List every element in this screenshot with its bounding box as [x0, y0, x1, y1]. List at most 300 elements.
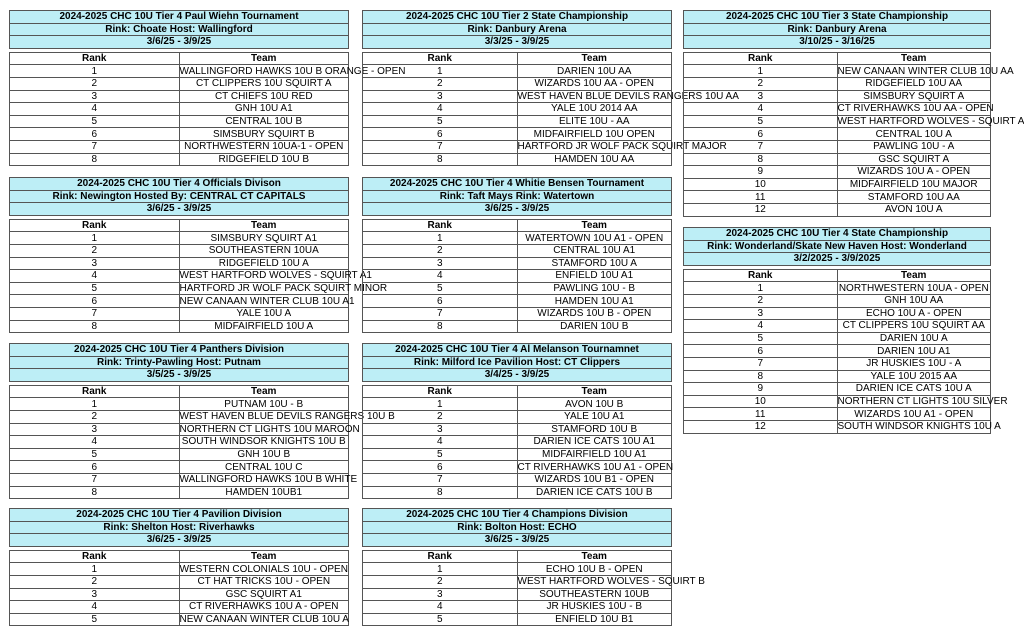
table-row	[363, 65, 672, 78]
table-row	[363, 436, 672, 449]
team-cell: JR HUSKIES 10U - B	[517, 601, 672, 614]
rank-cell: 2	[363, 244, 518, 257]
table-row	[10, 307, 349, 320]
rank-cell: 2	[10, 575, 180, 588]
rank-cell: 5	[10, 613, 180, 626]
table-row	[10, 77, 349, 90]
team-cell: HARTFORD JR WOLF PACK SQUIRT MINOR	[179, 283, 388, 295]
team-column-header: Team	[517, 550, 672, 563]
tournament-rink: Rink: Shelton Host: Riverhawks	[10, 521, 349, 534]
tournament-title: 2024-2025 CHC 10U Tier 4 State Championship	[684, 228, 991, 241]
rank-column-header: Rank	[363, 385, 518, 398]
table-row	[10, 295, 349, 308]
rank-cell: 4	[10, 601, 180, 614]
team-cell: MIDFAIRFIELD 10U OPEN	[517, 128, 672, 141]
table-row	[10, 601, 349, 614]
table-row	[10, 575, 349, 588]
table-row	[684, 408, 991, 421]
rank-cell: 7	[363, 307, 518, 320]
tournament-title: 2024-2025 CHC 10U Tier 4 Officials Divison	[10, 178, 349, 191]
rank-cell: 2	[363, 77, 518, 90]
table-row	[10, 410, 349, 423]
tournament-table	[362, 177, 672, 333]
rank-cell: 6	[363, 461, 518, 474]
rank-cell: 2	[10, 244, 180, 257]
tournament-rink: Rink: Bolton Host: ECHO	[363, 521, 672, 534]
table-row	[684, 128, 991, 141]
rank-cell: 2	[10, 410, 180, 423]
team-cell: WEST HARTFORD WOLVES - SQUIRT A1	[179, 270, 372, 282]
table-row	[10, 436, 349, 449]
tournament-dates: 3/10/25 - 3/16/25	[684, 36, 991, 49]
rank-cell: 3	[363, 257, 518, 270]
team-column-header: Team	[179, 52, 349, 65]
tournament-dates: 3/6/25 - 3/9/25	[363, 203, 672, 216]
table-row	[363, 613, 672, 626]
table-row	[10, 232, 349, 245]
team-cell: CENTRAL 10U B	[179, 115, 349, 128]
tournament-dates: 3/6/25 - 3/9/25	[10, 36, 349, 49]
team-cell: SIMSBURY SQUIRT B	[179, 128, 349, 141]
tournament-table	[683, 227, 1008, 434]
rank-cell: 3	[10, 588, 180, 601]
tournament-title: 2024-2025 CHC 10U Tier 4 Paul Wiehn Tournament	[10, 11, 349, 24]
team-column-header: Team	[179, 219, 349, 232]
rank-cell: 2	[10, 77, 180, 90]
rank-cell: 6	[363, 128, 518, 141]
table-row	[10, 588, 349, 601]
table-row	[684, 294, 991, 307]
team-cell: YALE 10U A	[179, 307, 349, 320]
tournament-rink: Rink: Danbury Arena	[363, 23, 672, 36]
tournament-title: 2024-2025 CHC 10U Tier 4 Champions Division	[363, 509, 672, 522]
tournament-rink: Rink: Taft Mays Rink: Watertown	[363, 190, 672, 203]
rank-cell: 12	[684, 420, 838, 433]
table-row	[684, 345, 991, 358]
table-row	[684, 65, 991, 78]
rank-cell: 1	[684, 65, 838, 78]
rank-cell: 5	[363, 613, 518, 626]
team-cell: WALLINGFORD HAWKS 10U B WHITE	[179, 474, 358, 486]
team-cell: DARIEN ICE CATS 10U B	[517, 486, 672, 499]
table-row	[363, 153, 672, 166]
rank-cell: 7	[363, 473, 518, 486]
table-row	[10, 282, 349, 295]
team-cell: ELITE 10U - AA	[517, 115, 672, 128]
tournament-table	[362, 343, 672, 499]
table-row	[363, 128, 672, 141]
rank-cell: 5	[363, 448, 518, 461]
team-cell: DARIEN ICE CATS 10U A	[837, 383, 991, 396]
team-column-header: Team	[179, 385, 349, 398]
tournament-rink: Rink: Newington Hosted By: CENTRAL CT CAPITALS	[10, 190, 349, 203]
team-cell: WALLINGFORD HAWKS 10U B ORANGE - OPEN	[179, 65, 406, 77]
tournament-title: 2024-2025 CHC 10U Tier 4 Panthers Division	[10, 344, 349, 357]
rank-cell: 6	[10, 461, 180, 474]
table-row	[10, 473, 349, 486]
team-cell: WIZARDS 10U B - OPEN	[517, 307, 672, 320]
table-row	[684, 90, 991, 103]
team-cell: ECHO 10U A - OPEN	[837, 307, 991, 320]
rank-cell: 5	[684, 115, 838, 128]
team-cell: CT CHIEFS 10U RED	[179, 90, 349, 103]
rank-cell: 1	[684, 282, 838, 295]
table-row	[363, 486, 672, 499]
rank-cell: 5	[10, 115, 180, 128]
team-cell: NORTHWESTERN 10UA-1 - OPEN	[179, 140, 349, 153]
table-row	[10, 423, 349, 436]
rank-cell: 3	[363, 588, 518, 601]
table-row	[684, 140, 991, 153]
table-row	[363, 563, 672, 576]
table-row	[363, 244, 672, 257]
team-cell: WIZARDS 10U A1 - OPEN	[837, 408, 991, 421]
team-cell: MIDFAIRFIELD 10U MAJOR	[837, 178, 991, 191]
table-row	[363, 140, 672, 153]
rank-column-header: Rank	[684, 52, 838, 65]
table-row	[10, 320, 349, 333]
rank-cell: 8	[363, 486, 518, 499]
rank-cell: 2	[684, 294, 838, 307]
team-cell: WIZARDS 10U B1 - OPEN	[517, 473, 672, 486]
rank-cell: 9	[684, 383, 838, 396]
tournament-dates: 3/4/25 - 3/9/25	[363, 369, 672, 382]
table-row	[684, 103, 991, 116]
rank-column-header: Rank	[10, 550, 180, 563]
tournament-dates: 3/5/25 - 3/9/25	[10, 369, 349, 382]
rank-cell: 4	[684, 103, 838, 116]
team-cell: DARIEN 10U B	[517, 320, 672, 333]
team-column-header: Team	[837, 269, 991, 282]
table-row	[684, 282, 991, 295]
rank-cell: 4	[363, 103, 518, 116]
table-row	[10, 613, 349, 626]
table-row	[10, 103, 349, 116]
tournament-table	[362, 508, 705, 626]
team-cell: WEST HARTFORD WOLVES - SQUIRT A	[837, 116, 1024, 128]
rank-cell: 5	[684, 332, 838, 345]
team-cell: GSC SQUIRT A1	[179, 588, 349, 601]
team-cell: STAMFORD 10U AA	[837, 191, 991, 204]
team-cell: WATERTOWN 10U A1 - OPEN	[517, 232, 672, 245]
table-row	[363, 307, 672, 320]
rank-cell: 4	[684, 320, 838, 333]
tournament-title: 2024-2025 CHC 10U Tier 4 Pavilion Division	[10, 509, 349, 522]
team-column-header: Team	[179, 550, 349, 563]
rank-cell: 6	[363, 295, 518, 308]
table-row	[10, 140, 349, 153]
team-cell: DARIEN 10U A	[837, 332, 991, 345]
team-cell: AVON 10U A	[837, 203, 991, 216]
rank-cell: 1	[10, 65, 180, 78]
team-cell: ENFIELD 10U B1	[517, 613, 672, 626]
tournament-dates: 3/6/25 - 3/9/25	[363, 534, 672, 547]
tournament-title: 2024-2025 CHC 10U Tier 2 State Championship	[363, 11, 672, 24]
rank-cell: 2	[363, 575, 518, 588]
team-cell: GNH 10U B	[179, 448, 349, 461]
team-cell: CENTRAL 10U A1	[517, 244, 672, 257]
tournament-dates: 3/6/25 - 3/9/25	[10, 534, 349, 547]
table-row	[684, 395, 991, 408]
table-row	[10, 563, 349, 576]
team-cell: WEST HAVEN BLUE DEVILS RANGERS 10U AA	[517, 90, 739, 102]
rank-cell: 7	[363, 140, 518, 153]
table-row	[10, 486, 349, 499]
table-row	[363, 448, 672, 461]
rank-column-header: Rank	[10, 385, 180, 398]
rank-column-header: Rank	[10, 219, 180, 232]
team-column-header: Team	[517, 385, 672, 398]
rank-cell: 8	[10, 153, 180, 166]
table-row	[684, 307, 991, 320]
table-row	[363, 282, 672, 295]
rank-cell: 9	[684, 166, 838, 179]
table-row	[684, 77, 991, 90]
team-cell: HAMDEN 10U AA	[517, 153, 672, 166]
team-cell: MIDFAIRFIELD 10U A1	[517, 448, 672, 461]
team-cell: DARIEN 10U A1	[837, 345, 991, 358]
tournament-title: 2024-2025 CHC 10U Tier 4 Al Melanson Tournamnet	[363, 344, 672, 357]
team-cell: MIDFAIRFIELD 10U A	[179, 320, 349, 333]
rank-cell: 1	[10, 563, 180, 576]
tournament-title: 2024-2025 CHC 10U Tier 4 Whitie Bensen Tournament	[363, 178, 672, 191]
table-row	[363, 473, 672, 486]
rank-cell: 3	[684, 90, 838, 103]
team-cell: SOUTHEASTERN 10UB	[517, 588, 672, 601]
team-cell: DARIEN 10U AA	[517, 65, 672, 78]
team-cell: GNH 10U A1	[179, 103, 349, 116]
rank-cell: 1	[363, 398, 518, 411]
table-row	[684, 320, 991, 333]
rank-cell: 8	[10, 486, 180, 499]
team-cell: CT RIVERHAWKS 10U AA - OPEN	[837, 103, 994, 115]
team-cell: HAMDEN 10UB1	[179, 486, 349, 499]
rank-cell: 7	[684, 357, 838, 370]
tournament-rink: Rink: Danbury Arena	[684, 23, 991, 36]
team-cell: ECHO 10U B - OPEN	[517, 563, 672, 576]
team-cell: SIMSBURY SQUIRT A	[837, 90, 991, 103]
team-cell: NEW CANAAN WINTER CLUB 10U AA	[837, 65, 1014, 77]
team-cell: YALE 10U 2014 AA	[517, 103, 672, 116]
team-cell: NORTHERN CT LIGHTS 10U SILVER	[837, 396, 1008, 408]
team-cell: PAWLING 10U - B	[517, 282, 672, 295]
tournament-table	[9, 343, 395, 499]
rank-cell: 11	[684, 191, 838, 204]
rank-cell: 4	[363, 601, 518, 614]
team-cell: RIDGEFIELD 10U A	[179, 257, 349, 270]
tournament-table	[683, 10, 1024, 217]
team-cell: CT HAT TRICKS 10U - OPEN	[179, 575, 349, 588]
rank-cell: 6	[10, 128, 180, 141]
team-cell: ENFIELD 10U A1	[517, 270, 672, 283]
table-row	[684, 420, 991, 433]
tournament-table	[9, 177, 388, 333]
team-column-header: Team	[837, 52, 991, 65]
rank-cell: 1	[10, 398, 180, 411]
team-cell: JR HUSKIES 10U - A	[837, 357, 991, 370]
team-cell: DARIEN ICE CATS 10U A1	[517, 436, 672, 449]
rank-cell: 5	[10, 282, 180, 295]
table-row	[684, 332, 991, 345]
rank-cell: 6	[10, 295, 180, 308]
tournament-title: 2024-2025 CHC 10U Tier 3 State Championship	[684, 11, 991, 24]
team-cell: SOUTH WINDSOR KNIGHTS 10U A	[837, 421, 1001, 433]
table-row	[10, 448, 349, 461]
rank-cell: 2	[684, 77, 838, 90]
table-row	[684, 153, 991, 166]
tournament-table	[9, 10, 406, 166]
rank-cell: 8	[10, 320, 180, 333]
team-cell: WESTERN COLONIALS 10U - OPEN	[179, 563, 348, 575]
rank-column-header: Rank	[363, 550, 518, 563]
rank-cell: 1	[10, 232, 180, 245]
team-cell: AVON 10U B	[517, 398, 672, 411]
rank-cell: 1	[363, 232, 518, 245]
table-row	[10, 257, 349, 270]
table-row	[10, 398, 349, 411]
team-cell: SIMSBURY SQUIRT A1	[179, 232, 349, 245]
table-row	[363, 575, 672, 588]
team-cell: RIDGEFIELD 10U B	[179, 153, 349, 166]
team-column-header: Team	[517, 219, 672, 232]
team-cell: CENTRAL 10U A	[837, 128, 991, 141]
team-cell: HAMDEN 10U A1	[517, 295, 672, 308]
rank-cell: 8	[363, 320, 518, 333]
table-row	[684, 166, 991, 179]
team-cell: NEW CANAAN WINTER CLUB 10U A1	[179, 295, 355, 307]
rank-cell: 1	[363, 563, 518, 576]
team-cell: CT CLIPPERS 10U SQUIRT AA	[837, 320, 991, 333]
tournament-dates: 3/2/2025 - 3/9/2025	[684, 253, 991, 266]
table-row	[10, 115, 349, 128]
table-row	[363, 320, 672, 333]
rank-cell: 12	[684, 203, 838, 216]
table-row	[363, 257, 672, 270]
rank-cell: 6	[684, 128, 838, 141]
tournament-rink: Rink: Milford Ice Pavilion Host: CT Clippers	[363, 356, 672, 369]
team-cell: WIZARDS 10U AA - OPEN	[517, 77, 672, 90]
team-cell: YALE 10U 2015 AA	[837, 370, 991, 383]
rank-cell: 11	[684, 408, 838, 421]
table-row	[363, 90, 672, 103]
team-cell: NORTHERN CT LIGHTS 10U MAROON	[179, 423, 360, 435]
team-cell: RIDGEFIELD 10U AA	[837, 77, 991, 90]
table-row	[10, 128, 349, 141]
table-row	[363, 423, 672, 436]
tournament-rink: Rink: Choate Host: Wallingford	[10, 23, 349, 36]
rank-cell: 3	[10, 257, 180, 270]
rank-cell: 3	[10, 423, 180, 436]
team-cell: WEST HARTFORD WOLVES - SQUIRT B	[517, 576, 705, 588]
team-cell: CT RIVERHAWKS 10U A - OPEN	[179, 601, 349, 614]
table-row	[10, 65, 349, 78]
team-cell: GSC SQUIRT A	[837, 153, 991, 166]
table-row	[363, 601, 672, 614]
table-row	[684, 357, 991, 370]
table-row	[363, 295, 672, 308]
rank-column-header: Rank	[363, 52, 518, 65]
rank-column-header: Rank	[10, 52, 180, 65]
table-row	[10, 461, 349, 474]
table-row	[363, 398, 672, 411]
tournament-dates: 3/3/25 - 3/9/25	[363, 36, 672, 49]
table-row	[363, 588, 672, 601]
team-cell: STAMFORD 10U A	[517, 257, 672, 270]
tournament-table	[362, 10, 739, 166]
rank-cell: 8	[684, 153, 838, 166]
team-column-header: Team	[517, 52, 672, 65]
rank-cell: 4	[10, 436, 180, 449]
table-row	[363, 410, 672, 423]
rank-column-header: Rank	[363, 219, 518, 232]
team-cell: CT CLIPPERS 10U SQUIRT A	[179, 77, 349, 90]
team-cell: WEST HAVEN BLUE DEVILS RANGERS 10U B	[179, 411, 395, 423]
table-row	[10, 153, 349, 166]
rank-cell: 4	[363, 436, 518, 449]
rank-cell: 8	[684, 370, 838, 383]
team-cell: NORTHWESTERN 10UA - OPEN	[838, 282, 989, 294]
table-row	[363, 77, 672, 90]
team-cell: HARTFORD JR WOLF PACK SQUIRT MAJOR	[517, 141, 727, 153]
rank-cell: 1	[363, 65, 518, 78]
rank-cell: 5	[363, 115, 518, 128]
table-row	[684, 203, 991, 216]
team-cell: STAMFORD 10U B	[517, 423, 672, 436]
table-row	[684, 383, 991, 396]
table-row	[684, 178, 991, 191]
rank-cell: 5	[363, 282, 518, 295]
table-row	[10, 90, 349, 103]
rank-cell: 7	[10, 307, 180, 320]
rank-column-header: Rank	[684, 269, 838, 282]
table-row	[363, 232, 672, 245]
table-row	[684, 115, 991, 128]
rank-cell: 8	[363, 153, 518, 166]
team-cell: CT RIVERHAWKS 10U A1 - OPEN	[517, 461, 674, 473]
tournament-table	[9, 508, 349, 626]
team-cell: PAWLING 10U - A	[837, 140, 991, 153]
rank-cell: 4	[10, 270, 180, 283]
team-cell: GNH 10U AA	[837, 294, 991, 307]
table-row	[363, 461, 672, 474]
table-row	[10, 270, 349, 283]
rank-cell: 7	[684, 140, 838, 153]
table-row	[363, 270, 672, 283]
team-cell: SOUTHEASTERN 10UA	[179, 244, 349, 257]
team-cell: NEW CANAAN WINTER CLUB 10U A	[179, 614, 349, 626]
rank-cell: 7	[10, 140, 180, 153]
tournament-dates: 3/6/25 - 3/9/25	[10, 203, 349, 216]
tournament-rink: Rink: Trinty-Pawling Host: Putnam	[10, 356, 349, 369]
rank-cell: 6	[684, 345, 838, 358]
rank-cell: 10	[684, 178, 838, 191]
rank-cell: 4	[10, 103, 180, 116]
team-cell: PUTNAM 10U - B	[179, 398, 349, 411]
table-row	[10, 244, 349, 257]
rank-cell: 3	[363, 423, 518, 436]
table-row	[363, 103, 672, 116]
team-cell: WIZARDS 10U A - OPEN	[837, 166, 991, 179]
rank-cell: 3	[10, 90, 180, 103]
team-cell: YALE 10U A1	[517, 410, 672, 423]
rank-cell: 10	[684, 395, 838, 408]
tournament-rink: Rink: Wonderland/Skate New Haven Host: Wonderland	[684, 240, 991, 253]
rank-cell: 4	[363, 270, 518, 283]
table-row	[684, 370, 991, 383]
table-row	[363, 115, 672, 128]
rank-cell: 3	[684, 307, 838, 320]
team-cell: CENTRAL 10U C	[179, 461, 349, 474]
